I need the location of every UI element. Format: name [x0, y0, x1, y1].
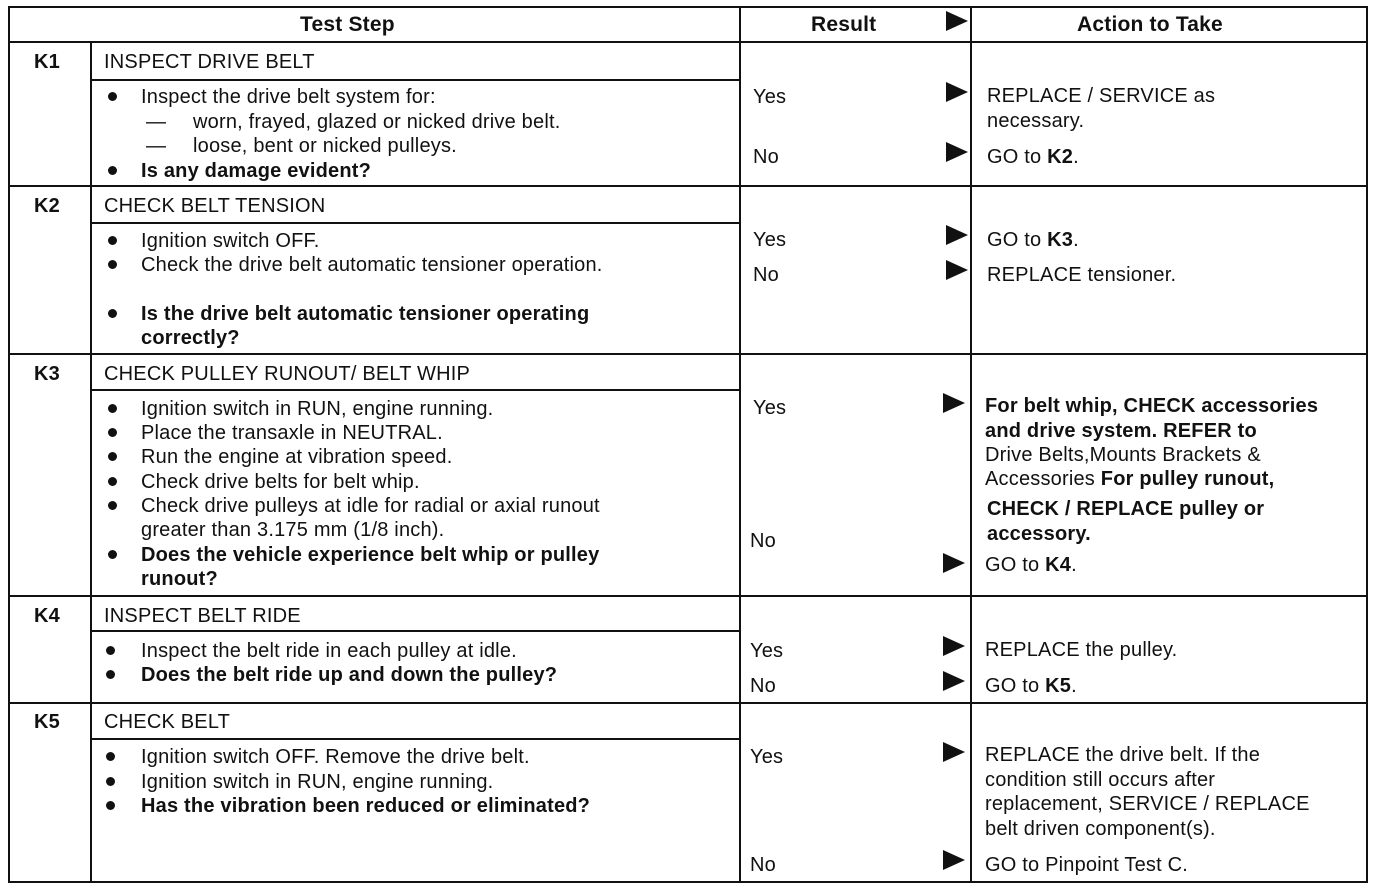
step-id-k5: K5: [34, 711, 60, 733]
reference-text: Accessories: [985, 468, 1101, 490]
k1-question: Is any damage evident?: [141, 160, 372, 182]
k2-question: correctly?: [141, 327, 240, 349]
k5-title-underline: [90, 738, 740, 740]
header-arrow-icon: [946, 11, 968, 31]
row-separator-k2: [8, 185, 1368, 187]
bullet-icon: [108, 501, 117, 510]
k3-title-underline: [90, 389, 740, 391]
header-test-step: Test Step: [300, 13, 395, 36]
k3-action-yes: For belt whip, CHECK accessories: [985, 395, 1319, 417]
left-border: [8, 6, 10, 883]
k3-line: greater than 3.175 mm (1/8 inch).: [141, 519, 445, 541]
k1-subline: worn, frayed, glazed or nicked drive belt.: [193, 111, 561, 133]
bullet-icon: [106, 646, 115, 655]
bullet-icon: [106, 752, 115, 761]
k4-title-underline: [90, 630, 740, 632]
arrow-right-icon: [946, 260, 968, 280]
k1-action-yes: REPLACE / SERVICE as: [987, 85, 1216, 107]
header-result: Result: [811, 13, 877, 36]
bullet-icon: [108, 404, 117, 413]
k4-question: Does the belt ride up and down the pulley?: [141, 664, 558, 686]
k3-line: Run the engine at vibration speed.: [141, 446, 453, 468]
bullet-icon: [108, 550, 117, 559]
bullet-icon: [108, 477, 117, 486]
goto-suffix: .: [1071, 675, 1077, 697]
bullet-icon: [106, 801, 115, 810]
bullet-icon: [108, 309, 117, 318]
k2-result-yes: Yes: [753, 229, 787, 251]
bullet-icon: [108, 166, 117, 175]
step-id-divider: [90, 41, 92, 881]
k1-line: Inspect the drive belt system for:: [141, 86, 436, 108]
dash-icon: —: [146, 111, 167, 133]
goto-suffix: .: [1073, 146, 1079, 168]
test-step-right-border: [739, 6, 741, 883]
goto-suffix: .: [1071, 554, 1077, 576]
goto-step-ref: K3: [1047, 229, 1074, 251]
k1-result-no: No: [753, 146, 779, 168]
k4-action-yes: REPLACE the pulley.: [985, 639, 1178, 661]
k3-question: runout?: [141, 568, 218, 590]
k3-question: Does the vehicle experience belt whip or pulley: [141, 544, 600, 566]
bullet-icon: [108, 452, 117, 461]
arrow-right-icon: [943, 393, 965, 413]
pulley-runout-text: For pulley runout,: [1100, 468, 1275, 490]
step-id-k3: K3: [34, 363, 60, 385]
k3-action-yes: Drive Belts,Mounts Brackets &: [985, 444, 1261, 466]
k5-result-yes: Yes: [750, 746, 784, 768]
k1-action-no: [987, 145, 1079, 169]
k5-action-yes: replacement, SERVICE / REPLACE: [985, 793, 1310, 815]
step-title-k1: INSPECT DRIVE BELT: [104, 51, 315, 73]
k1-title-underline: [90, 79, 740, 81]
header-bottom-border: [8, 41, 1368, 43]
k4-action-no: [985, 674, 1077, 698]
k2-question: Is the drive belt automatic tensioner operating: [141, 303, 590, 325]
step-title-k2: CHECK BELT TENSION: [104, 195, 326, 217]
goto-prefix: GO to: [987, 229, 1048, 251]
arrow-right-icon: [946, 142, 968, 162]
arrow-right-icon: [943, 636, 965, 656]
arrow-right-icon: [943, 742, 965, 762]
k3-result-no: No: [750, 530, 776, 552]
k2-line: Check the drive belt automatic tensioner operation.: [141, 254, 603, 276]
k2-action-no: REPLACE tensioner.: [987, 264, 1177, 286]
k3-action-yes: accessory.: [987, 523, 1091, 545]
goto-prefix: GO to: [985, 554, 1046, 576]
k3-action-yes: [985, 467, 1274, 491]
header-action: Action to Take: [1077, 13, 1223, 36]
arrow-right-icon: [943, 850, 965, 870]
step-title-k4: INSPECT BELT RIDE: [104, 605, 301, 627]
goto-suffix: .: [1073, 229, 1079, 251]
step-id-k4: K4: [34, 605, 60, 627]
k4-line: Inspect the belt ride in each pulley at idle.: [141, 640, 517, 662]
row-separator-k5: [8, 702, 1368, 704]
k5-line: Ignition switch in RUN, engine running.: [141, 771, 494, 793]
arrow-right-icon: [943, 553, 965, 573]
step-title-k5: CHECK BELT: [104, 711, 231, 733]
dash-icon: —: [146, 135, 167, 157]
k5-question: Has the vibration been reduced or eliminated?: [141, 795, 591, 817]
k5-line: Ignition switch OFF. Remove the drive belt.: [141, 746, 530, 768]
row-separator-k4: [8, 595, 1368, 597]
k2-result-no: No: [753, 264, 779, 286]
k5-action-yes: belt driven component(s).: [985, 818, 1216, 840]
step-id-k1: K1: [34, 51, 60, 73]
k4-result-no: No: [750, 675, 776, 697]
k3-line: Place the transaxle in NEUTRAL.: [141, 422, 443, 444]
bullet-icon: [108, 260, 117, 269]
result-right-border: [970, 6, 972, 883]
k1-action-yes: necessary.: [987, 110, 1085, 132]
k2-title-underline: [90, 222, 740, 224]
k3-line: Check drive belts for belt whip.: [141, 471, 420, 493]
goto-step-ref: K5: [1045, 675, 1072, 697]
right-border: [1366, 6, 1368, 883]
bullet-icon: [108, 236, 117, 245]
arrow-right-icon: [943, 671, 965, 691]
bullet-icon: [106, 777, 115, 786]
k2-action-yes: [987, 228, 1079, 252]
goto-step-ref: K4: [1045, 554, 1072, 576]
step-title-k3: CHECK PULLEY RUNOUT/ BELT WHIP: [104, 363, 471, 385]
k5-action-no: GO to Pinpoint Test C.: [985, 854, 1189, 876]
k3-line: Ignition switch in RUN, engine running.: [141, 398, 494, 420]
k5-action-yes: condition still occurs after: [985, 769, 1216, 791]
k1-subline: loose, bent or nicked pulleys.: [193, 135, 457, 157]
k3-line: Check drive pulleys at idle for radial or axial runout: [141, 495, 600, 517]
step-id-k2: K2: [34, 195, 60, 217]
table-bottom-border: [8, 881, 1368, 883]
k2-line: Ignition switch OFF.: [141, 230, 320, 252]
k5-action-yes: REPLACE the drive belt. If the: [985, 744, 1261, 766]
k3-result-yes: Yes: [753, 397, 787, 419]
k1-result-yes: Yes: [753, 86, 787, 108]
table-top-border: [8, 6, 1368, 8]
goto-prefix: GO to: [985, 675, 1046, 697]
goto-prefix: GO to: [987, 146, 1048, 168]
k5-result-no: No: [750, 854, 776, 876]
bullet-icon: [108, 92, 117, 101]
k3-action-no: [985, 553, 1077, 577]
k3-action-yes: and drive system. REFER to: [985, 420, 1257, 442]
bullet-icon: [108, 428, 117, 437]
goto-step-ref: K2: [1047, 146, 1074, 168]
k4-result-yes: Yes: [750, 640, 784, 662]
row-separator-k3: [8, 353, 1368, 355]
arrow-right-icon: [946, 82, 968, 102]
arrow-right-icon: [946, 225, 968, 245]
bullet-icon: [106, 670, 115, 679]
k3-action-yes: CHECK / REPLACE pulley or: [987, 498, 1265, 520]
